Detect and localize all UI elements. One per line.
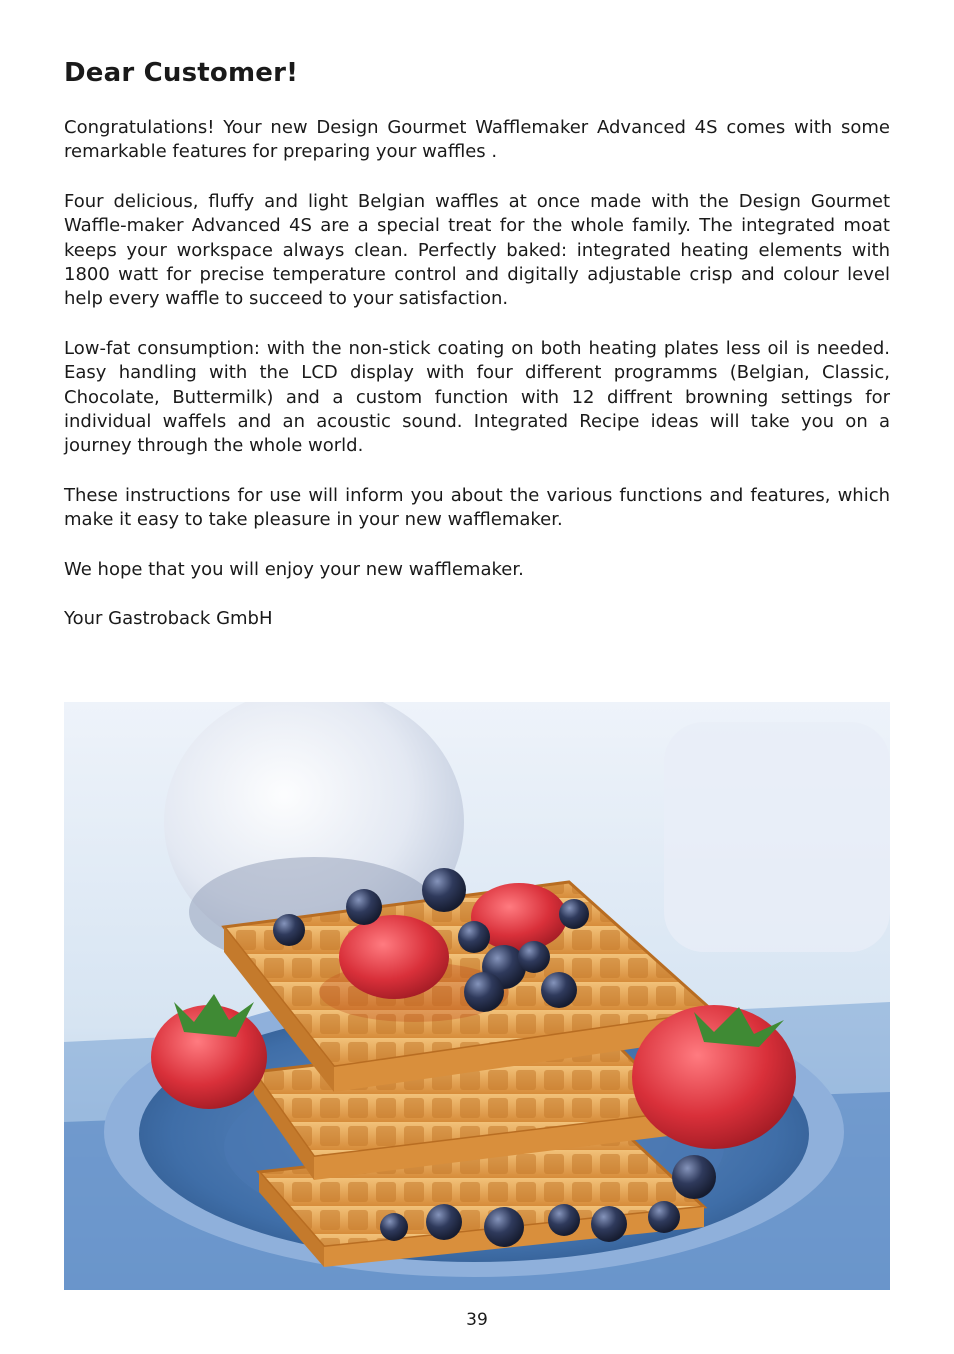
paragraph-features: Four delicious, fluffy and light Belgian waffles at once made with the Design Gourmet Waffle-maker Advanced 4S are a special treat for the whole family. The integrated moat keeps your workspace always clean. Perfectly baked: integrated heating elements with 1800 watt for precise temperature control and digitally adjustable crisp and colour level help every waffle to succeed to your satisfaction. bbox=[64, 190, 890, 310]
paragraph-signature: Your Gastroback GmbH bbox=[64, 608, 273, 630]
paragraph-intro: Congratulations! Your new Design Gourmet Wafflemaker Advanced 4S comes with some remarkable features for preparing your waffles . bbox=[64, 117, 890, 163]
page-number: 39 bbox=[466, 1310, 488, 1330]
paragraph-closing: We hope that you will enjoy your new wafflemaker. bbox=[64, 558, 524, 580]
page-title: Dear Customer! bbox=[64, 58, 299, 88]
waffles-illustration bbox=[64, 702, 890, 1290]
body-text bbox=[64, 116, 890, 657]
paragraph-handling: Low-fat consumption: with the non-stick coating on both heating plates less oil is needed. Easy handling with the LCD display with four different programms (Belgian, Classic, Chocolate, Buttermilk) and a custom function with 12 diffrent browning settings for individual waffels and an acoustic sound. Integrated Recipe ideas will take you on a journey through the whole world. bbox=[64, 337, 890, 457]
paragraph-instructions: These instructions for use will inform you about the various functions and features, which make it easy to take pleasure in your new wafflemaker. bbox=[64, 484, 890, 531]
waffles-photo bbox=[64, 702, 890, 1290]
